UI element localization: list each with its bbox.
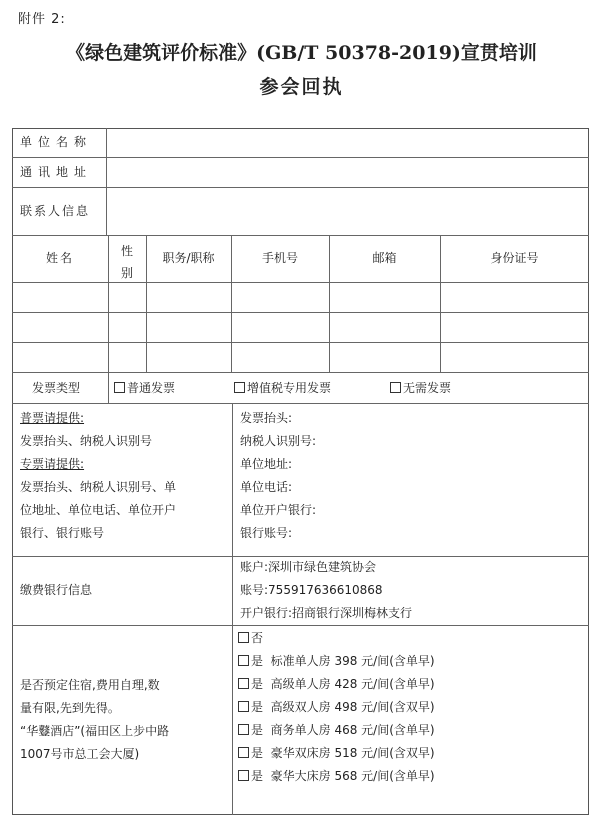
attachment-label: 附件 2: [18,12,66,27]
hotel-option-standard-single[interactable] [238,650,435,673]
hotel-line: 1007号市总工会大厦) [20,747,140,761]
hotel-option-superior-double[interactable] [238,696,435,719]
column-header-phone: 手机号 [261,251,298,265]
bank-account-name: 账户:深圳市绿色建筑协会 [240,560,377,574]
checkbox-icon [238,770,249,781]
checkbox-icon [238,747,249,758]
bank-branch: 开户银行:招商银行深圳梅林支行 [240,606,413,620]
document-title: 《绿色建筑评价标准》(GB/T 50378-2019)宣贯培训 [66,42,537,64]
invoice-title-field[interactable]: 发票抬头: [240,411,293,425]
taxpayer-id-field[interactable]: 纳税人识别号: [240,434,317,448]
special-invoice-heading: 专票请提供: [20,457,85,471]
hotel-description [20,674,169,766]
column-header-email: 邮箱 [372,251,397,265]
document-subtitle: 参会回执 [259,76,344,98]
bank-info [240,556,412,625]
checkbox-icon [390,382,401,393]
hotel-option-label: 是 标准单人房 398 元/间(含单早) [251,654,435,668]
unit-bank-field[interactable]: 单位开户银行: [240,503,317,517]
hotel-option-label: 是 豪华双床房 518 元/间(含双早) [251,746,435,760]
invoice-option-label: 增值税专用发票 [247,381,332,395]
hotel-option-label: 是 高级单人房 428 元/间(含单早) [251,677,435,691]
hotel-option-label: 是 高级双人房 498 元/间(含双早) [251,700,435,714]
invoice-option-none[interactable] [390,380,451,396]
hotel-option-label: 是 商务单人房 468 元/间(含单早) [251,723,435,737]
checkbox-icon [238,655,249,666]
checkbox-icon [238,632,249,643]
invoice-instructions [20,407,176,545]
special-invoice-line: 银行、银行账号 [20,526,105,540]
unit-phone-field[interactable]: 单位电话: [240,480,293,494]
hotel-option-label: 是 豪华大床房 568 元/间(含单早) [251,769,435,783]
attendee-row[interactable] [13,343,588,371]
bank-account-field[interactable]: 银行账号: [240,526,293,540]
invoice-option-label: 普通发票 [127,381,176,395]
address-label: 通讯地址 [20,165,93,179]
special-invoice-line: 位地址、单位电话、单位开户 [20,503,177,517]
hotel-option-deluxe-twin[interactable] [238,742,435,765]
hotel-option-no[interactable] [238,627,435,650]
hotel-option-business-single[interactable] [238,719,435,742]
attendee-row[interactable] [13,313,588,341]
bank-info-label: 缴费银行信息 [20,583,93,597]
address-field[interactable] [108,159,588,185]
column-header-name: 姓名 [45,251,74,265]
bank-account-number: 账号:755917636610868 [240,583,383,597]
checkbox-icon [238,701,249,712]
unit-name-field[interactable] [108,130,588,156]
attendee-row[interactable] [13,283,588,311]
hotel-line: 是否预定住宿,费用自理,数 [20,678,160,692]
hotel-line: “华鼟酒店”(福田区上步中路 [20,724,170,738]
normal-invoice-text: 发票抬头、纳税人识别号 [20,434,153,448]
invoice-fields [240,407,316,545]
checkbox-icon [238,724,249,735]
invoice-option-normal[interactable] [114,380,175,396]
hotel-option-deluxe-king[interactable] [238,765,435,788]
hotel-line: 量有限,先到先得。 [20,701,120,715]
invoice-option-label: 无需发票 [403,381,452,395]
checkbox-icon [114,382,125,393]
contact-field[interactable] [108,189,588,233]
column-header-title: 职务/职称 [162,251,215,265]
column-header-gender: 性别 [120,244,133,280]
column-header-id: 身份证号 [490,251,539,265]
hotel-option-label: 否 [251,631,264,645]
checkbox-icon [234,382,245,393]
special-invoice-line: 发票抬头、纳税人识别号、单 [20,480,177,494]
contact-label: 联系人信息 [20,204,91,218]
normal-invoice-heading: 普票请提供: [20,411,85,425]
unit-name-label: 单位名称 [20,135,93,149]
hotel-options [238,627,435,788]
hotel-option-superior-single[interactable] [238,673,435,696]
unit-address-field[interactable]: 单位地址: [240,457,293,471]
invoice-option-vat[interactable] [234,380,331,396]
checkbox-icon [238,678,249,689]
invoice-type-label: 发票类型 [32,381,81,395]
